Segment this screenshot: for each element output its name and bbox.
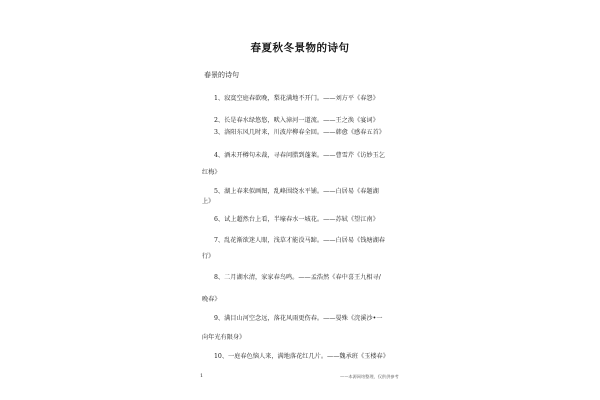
- poem-line-6: 6、试上超然台上看，半壕春水一城花。——苏轼《望江南》: [214, 216, 379, 223]
- poem-line-8: 8、二月湖水清，家家春鸟鸣。——孟浩然《春中喜王九相寻/: [214, 274, 381, 281]
- poem-line-3: 3、洛阳东风几时来，川波岸柳春全回。——韩愈《感春五首》: [214, 129, 385, 136]
- poem-line-8-cont: 晚春》: [202, 296, 221, 303]
- poem-line-7-cont: 行》: [202, 253, 215, 260]
- poem-line-5: 5、湖上春来似画图，乱峰围绕水平铺。——白居易《春题湖: [214, 188, 379, 195]
- footer-note: ——本源网络整理，仅供供参考: [340, 374, 399, 379]
- poem-line-7: 7、乱花渐欲迷人眼，浅草才能没马蹄。——白居易《钱塘湖春: [214, 237, 385, 244]
- page-number: 1: [200, 373, 204, 379]
- poem-line-9-cont: 向年光有限身》: [202, 334, 246, 341]
- poem-line-9: 9、满目山河空念远，落花风雨更伤春。——晏殊《浣溪沙•一: [214, 315, 383, 322]
- section-heading: 春景的诗句: [204, 71, 239, 79]
- poem-line-2: 2、长是春水绿悠悠，畎入漳河一道流。——王之涣《宴词》: [214, 117, 379, 124]
- poem-line-10: 10、一庭春色恼人来，满地落花红几片。——魏承班《玉楼春》: [214, 353, 389, 360]
- document-title: 春夏秋冬景物的诗句: [250, 42, 350, 54]
- poem-line-5-cont: 上》: [202, 198, 215, 205]
- poem-line-4: 4、酒未开樽句未裁，寻春问腊到蓬莱。——曹雪芹《访妙玉乞: [214, 152, 385, 159]
- poem-line-4-cont: 红梅》: [202, 169, 221, 176]
- poem-line-1: 1、寂寞空庭春欲晚，梨花满地不开门。——刘方平《春怨》: [214, 95, 379, 102]
